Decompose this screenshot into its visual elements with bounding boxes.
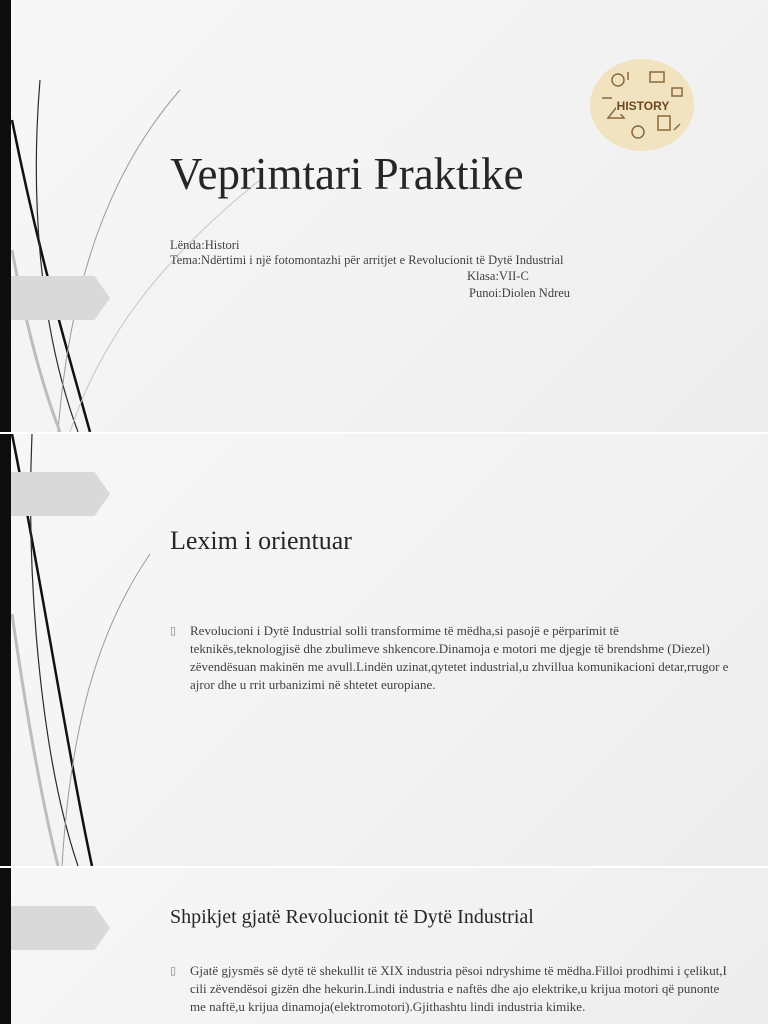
bullet-icon: ▯ bbox=[170, 625, 177, 637]
list-item bbox=[170, 962, 730, 1016]
slide-title[interactable] bbox=[0, 0, 768, 432]
topic-line: Tema:Ndërtimi i një fotomontazhi për arritjet e Revolucionit të Dytë Industrial bbox=[170, 253, 564, 267]
author-line: Punoi:Diolen Ndreu bbox=[469, 286, 571, 300]
list-item bbox=[170, 622, 730, 694]
slide-guided-reading[interactable] bbox=[0, 434, 768, 866]
left-accent-bar bbox=[0, 0, 11, 432]
slide-tab-marker bbox=[0, 472, 110, 516]
history-logo bbox=[588, 58, 696, 152]
subject-line: Lënda:Histori bbox=[170, 238, 240, 252]
slide-tab-marker bbox=[0, 276, 110, 320]
slide-tab-marker bbox=[0, 906, 110, 950]
bullet-text: Gjatë gjysmës së dytë të shekullit të XIX industria pësoi ndryshime të mëdha.Filloi prodhimi i çelikut,I cili zëvendësoi gizën dhe hekurin.Lindi industria e naftës dhe ajo elektrike,u krijua motori që punonte me naftë,u krijua dinamoja(elektromotori).Gjithashtu lindi industria kimike. bbox=[190, 963, 727, 1014]
page-title: Veprimtari Praktike bbox=[170, 149, 524, 199]
slide-heading: Shpikjet gjatë Revolucionit të Dytë Industrial bbox=[170, 906, 534, 928]
slide-heading: Lexim i orientuar bbox=[170, 526, 352, 555]
logo-text: HISTORY bbox=[616, 99, 670, 113]
bullet-text: Revolucioni i Dytë Industrial solli transformime të mëdha,si pasojë e përparimit të teknikës,teknologjisë dhe zbulimeve shkencore.Dinamoja e motori me djegje të brendshme (Diezel) zëvendësuan makinën me avull.Lindën uzinat,qytetet industrial,u zhvillua komunikacioni detar,rrugor e ajror dhe u rrit urbanizimi në shtetet europiane. bbox=[190, 623, 729, 692]
bullet-icon: ▯ bbox=[170, 965, 177, 977]
class-line: Klasa:VII-C bbox=[467, 269, 529, 283]
slide-inventions[interactable] bbox=[0, 868, 768, 1024]
